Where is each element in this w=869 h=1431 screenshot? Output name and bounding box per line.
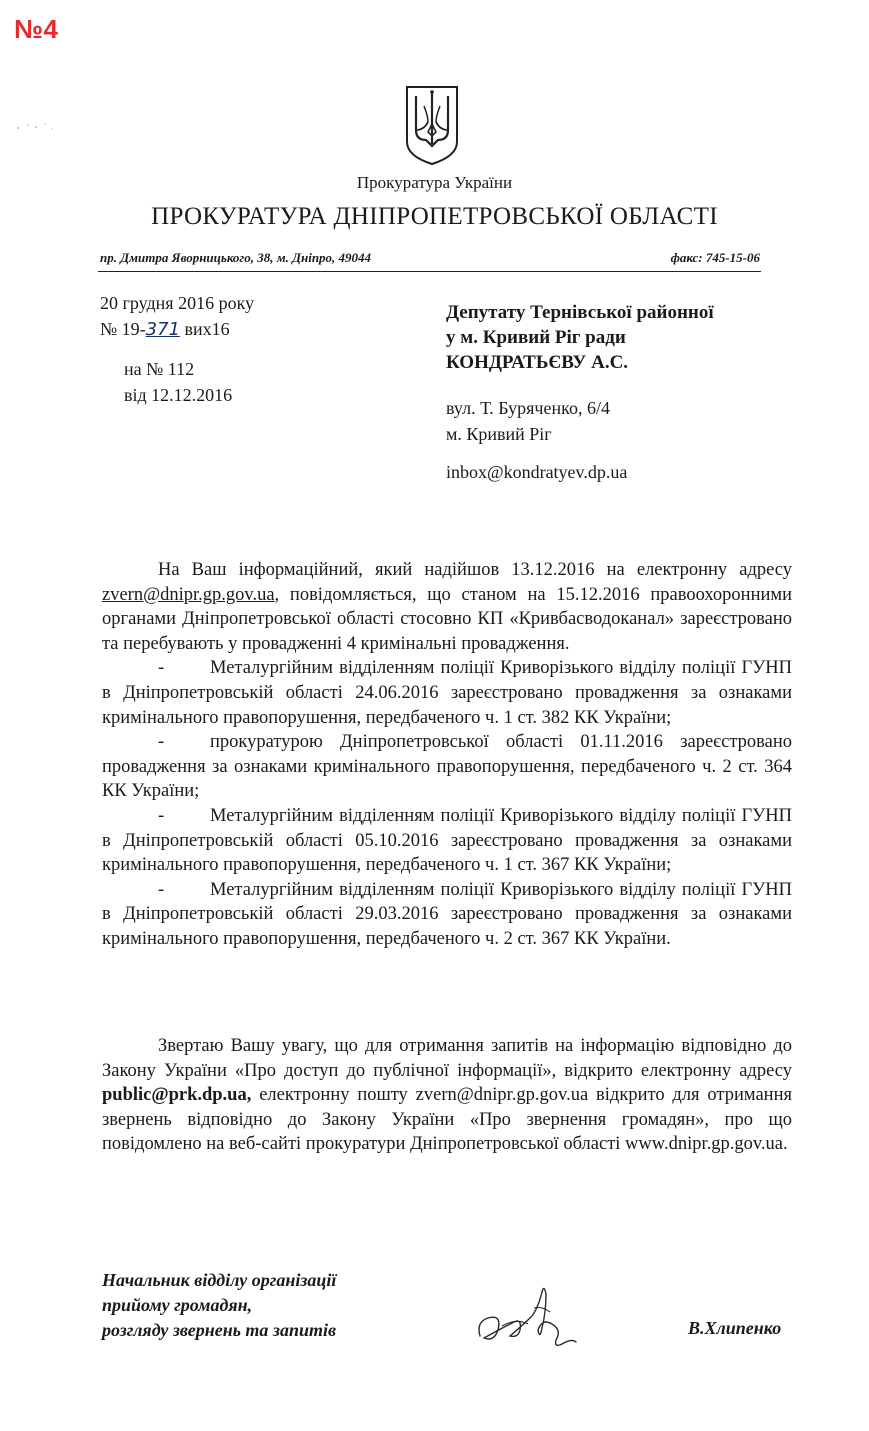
signer-name: В.Хлипенко <box>688 1318 782 1338</box>
body-section-cases <box>102 558 792 952</box>
letter-number-prefix: № 19- <box>100 319 146 339</box>
office-title: ПРОКУРАТУРА ДНІПРОПЕТРОВСЬКОЇ ОБЛАСТІ <box>151 203 718 230</box>
letter-number-handwritten: 371 <box>145 319 181 340</box>
case-text: Металургійним відділенням поліції Криворізького відділу поліції ГУНП в Дніпропетровській області 24.06.2016 зареєстровано провадження за ознаками кримінального правопорушення, передбаченого ч. 1 ст. 382 КК України; <box>102 658 792 728</box>
intro-text-a: На Ваш інформаційний, який надійшов 13.12.2016 на електронну адресу <box>158 560 792 580</box>
list-dash: - <box>158 805 165 826</box>
recipient-block <box>446 300 714 375</box>
contacts-text-a: Звертаю Вашу увагу, що для отримання запитів на інформацію відповідно до Закону України «Про доступ до публічної інформації», відкрито електронну адресу <box>102 1036 792 1081</box>
recipient-city: м. Кривий Ріг <box>446 424 552 444</box>
reply-reference: на № 112 <box>124 359 195 379</box>
recipient-email: inbox@kondratyev.dp.ua <box>446 462 628 482</box>
signatory-title <box>102 1268 336 1343</box>
signatory-title-line-1: Начальник відділу організації <box>102 1270 337 1290</box>
agency-name: Прокуратура України <box>356 173 513 192</box>
case-list-item <box>102 878 792 952</box>
recipient-line-2: у м. Кривий Ріг ради <box>446 327 626 348</box>
case-text: прокуратурою Дніпропетровської області 01.11.2016 зареєстровано провадження за ознаками кримінального правопорушення, передбаченого ч. 2 ст. 364 КК України; <box>102 732 792 802</box>
case-text: Металургійним відділенням поліції Криворізького відділу поліції ГУНП в Дніпропетровській області 05.10.2016 зареєстровано провадження за ознаками кримінального правопорушення, передбаченого ч. 1 ст. 367 КК України; <box>102 805 792 876</box>
case-list-item <box>102 730 792 804</box>
intro-email-link: zvern@dnipr.gp.gov.ua <box>102 584 275 605</box>
public-email: public@prk.dp.ua, <box>102 1085 252 1106</box>
intro-text-b: , повідомляється, що станом на 15.12.2016 правоохоронними органами Дніпропетровської області стосовно КП «Кривбасводоканал» зареєстровано та перебувають у провадженні 4 кримінальні провадження. <box>102 584 792 654</box>
recipient-name: КОНДРАТЬЄВУ А.С. <box>446 352 629 373</box>
office-fax: факс: 745-15-06 <box>670 250 760 265</box>
case-list-item <box>102 804 792 878</box>
scan-specks <box>12 118 62 138</box>
office-address: пр. Дмитра Яворницького, 38, м. Дніпро, 49044 <box>100 250 372 265</box>
contacts-paragraph <box>102 1034 792 1157</box>
list-dash: - <box>158 879 165 900</box>
list-dash: - <box>158 732 165 753</box>
handwritten-signature <box>472 1278 582 1358</box>
reply-reference-date: від 12.12.2016 <box>124 385 233 405</box>
case-list-item <box>102 656 792 730</box>
letter-number-suffix: вих16 <box>180 319 230 339</box>
office-address-line <box>100 250 760 266</box>
contacts-text-b: електронну пошту zvern@dnipr.gp.gov.ua відкрито для отримання звернень відповідно до Закону України «Про звернення громадян», про що повідомлено на веб-сайті прокуратури Дніпропетровської області www.dnipr.gp.gov.ua. <box>102 1085 792 1155</box>
document-number-label: №4 <box>14 14 59 44</box>
letter-number <box>100 316 230 343</box>
recipient-street: вул. Т. Буряченко, 6/4 <box>446 398 610 418</box>
recipient-address <box>446 395 610 447</box>
list-dash: - <box>158 658 165 679</box>
trident-emblem-icon <box>404 84 460 166</box>
body-paragraph-contacts <box>102 1034 792 1157</box>
body-paragraph-intro <box>102 558 792 656</box>
case-text: Металургійним відділенням поліції Криворізького відділу поліції ГУНП в Дніпропетровській області 29.03.2016 зареєстровано провадження за ознаками кримінального правопорушення, передбаченого ч. 2 ст. 367 КК України. <box>102 879 792 949</box>
signatory-title-line-2: прийому громадян, <box>102 1295 253 1315</box>
header-divider <box>98 271 761 272</box>
recipient-line-1: Депутату Тернівської районної <box>446 302 714 323</box>
signatory-title-line-3: розгляду звернень та запитів <box>102 1320 337 1340</box>
letter-date: 20 грудня 2016 року <box>100 293 255 313</box>
